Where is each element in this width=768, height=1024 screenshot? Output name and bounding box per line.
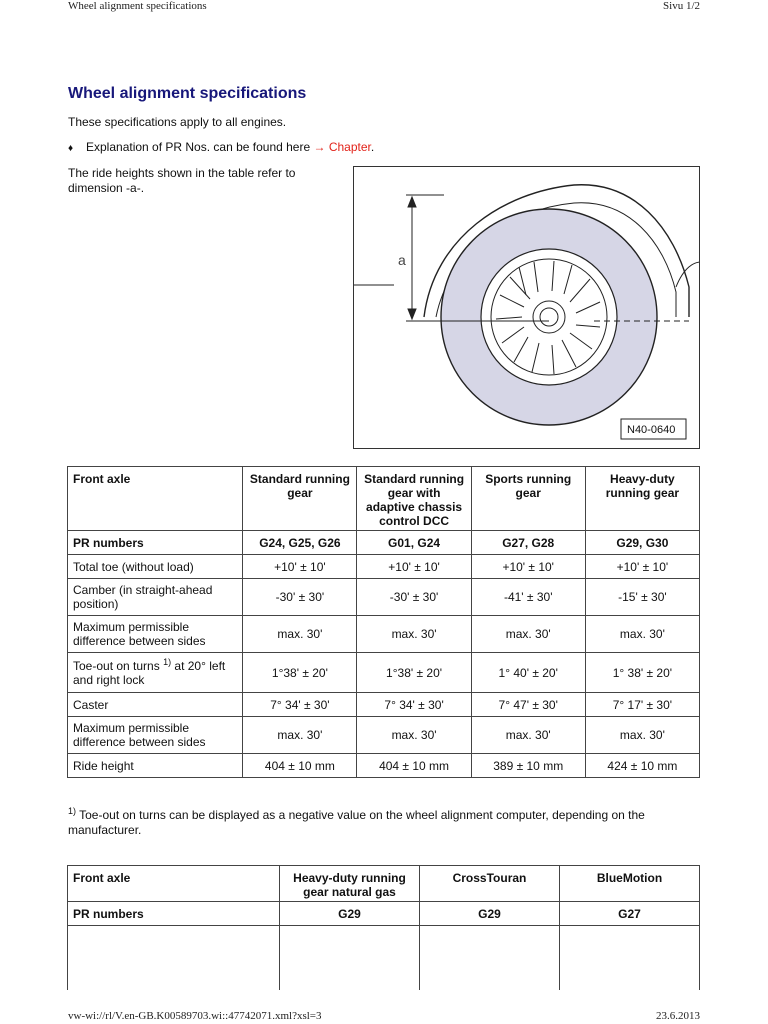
table-cell: G27, G28 [471, 531, 585, 555]
column-header-heavy-duty-natural-gas: Heavy-duty running gear natural gas [280, 866, 420, 902]
footnote-marker: 1) [68, 806, 77, 816]
table-cell: max. 30' [585, 616, 699, 653]
row-label: Total toe (without load) [68, 555, 243, 579]
table-cell: 1° 40' ± 20' [471, 653, 585, 693]
row-label: PR numbers [68, 531, 243, 555]
column-header-crosstouran: CrossTouran [420, 866, 560, 902]
table-cell: 424 ± 10 mm [585, 754, 699, 778]
pr-numbers-row [68, 531, 700, 555]
intro-text: These specifications apply to all engines. [68, 115, 287, 129]
column-header-bluemotion: BlueMotion [560, 866, 700, 902]
table-cell: G01, G24 [357, 531, 471, 555]
table-cell: max. 30' [357, 717, 471, 754]
table-cell: G29 [420, 902, 560, 926]
column-header-standard: Standard running gear [243, 467, 357, 531]
table-cell: 389 ± 10 mm [471, 754, 585, 778]
page-title: Wheel alignment specifications [68, 85, 307, 102]
front-axle-spec-table [67, 466, 700, 778]
figure-reference-code: N40-0640 [627, 424, 676, 436]
table-header-row [68, 866, 700, 902]
column-header-front-axle: Front axle [68, 467, 243, 531]
table-cell: -41' ± 30' [471, 579, 585, 616]
wheel-dimension-figure [353, 166, 700, 449]
row-label: Camber (in straight-ahead position) [68, 579, 243, 616]
table-cell: +10' ± 10' [243, 555, 357, 579]
table-cell: -30' ± 30' [357, 579, 471, 616]
row-label: Caster [68, 693, 243, 717]
chapter-link[interactable]: → Chapter [313, 140, 371, 154]
table-row [68, 579, 700, 616]
table-cell: max. 30' [357, 616, 471, 653]
column-header-heavy-duty: Heavy-duty running gear [585, 467, 699, 531]
table-row [68, 754, 700, 778]
pr-explanation-bullet [68, 140, 374, 156]
dimension-a-label: a [398, 252, 406, 268]
table-cell: max. 30' [585, 717, 699, 754]
table-cell: 1°38' ± 20' [357, 653, 471, 693]
table-cell: G27 [560, 902, 700, 926]
table-cell: 7° 47' ± 30' [471, 693, 585, 717]
row-label-part: at 20° left and right lock [73, 658, 226, 687]
table-header-row [68, 467, 700, 531]
table-cell: G24, G25, G26 [243, 531, 357, 555]
table-cell: 404 ± 10 mm [357, 754, 471, 778]
table-row [68, 717, 700, 754]
table-row [68, 693, 700, 717]
row-label: PR numbers [68, 902, 280, 926]
table-cell: G29, G30 [585, 531, 699, 555]
diamond-bullet-icon: ♦ [68, 143, 74, 154]
table-row-continued [68, 926, 700, 991]
table-cell: 7° 17' ± 30' [585, 693, 699, 717]
table-cell: max. 30' [471, 717, 585, 754]
table-cell: +10' ± 10' [585, 555, 699, 579]
footer-date: 23.6.2013 [656, 1010, 700, 1022]
row-label-part: Toe-out on turns [73, 658, 164, 673]
table-row [68, 555, 700, 579]
table-cell: +10' ± 10' [471, 555, 585, 579]
table-cell: max. 30' [471, 616, 585, 653]
footnote-marker: 1) [163, 656, 172, 667]
header-page-number: Sivu 1/2 [663, 0, 700, 12]
ride-height-note: The ride heights shown in the table refer to dimension -a-. [68, 166, 296, 195]
row-label: Maximum permissible difference between sides [68, 717, 243, 754]
footnote [68, 808, 698, 838]
table-cell: G29 [280, 902, 420, 926]
table-cell: 1° 38' ± 20' [585, 653, 699, 693]
table-cell: max. 30' [243, 616, 357, 653]
row-label: Maximum permissible difference between sides [68, 616, 243, 653]
table-cell: 7° 34' ± 30' [243, 693, 357, 717]
pr-numbers-row [68, 902, 700, 926]
row-label [68, 653, 243, 693]
table-cell: 7° 34' ± 30' [357, 693, 471, 717]
footer-url: vw-wi://rl/V.en-GB.K00589703.wi::47742071.xml?xsl=3 [68, 1010, 322, 1022]
header-document-title: Wheel alignment specifications [68, 0, 207, 12]
wheel-illustration [354, 167, 700, 449]
column-header-front-axle: Front axle [68, 866, 280, 902]
table-cell: -30' ± 30' [243, 579, 357, 616]
table-row [68, 616, 700, 653]
row-label: Ride height [68, 754, 243, 778]
front-axle-variant-table [67, 865, 700, 990]
bullet-end: . [370, 140, 375, 154]
column-header-standard-dcc: Standard running gear with adaptive chassis control DCC [357, 467, 471, 531]
column-header-sports: Sports running gear [471, 467, 585, 531]
table-cell: 404 ± 10 mm [243, 754, 357, 778]
table-cell: max. 30' [243, 717, 357, 754]
footnote-text: Toe-out on turns can be displayed as a negative value on the wheel alignment computer, depending on the manufacturer. [68, 808, 645, 837]
table-cell: 1°38' ± 20' [243, 653, 357, 693]
table-cell: +10' ± 10' [357, 555, 471, 579]
table-cell: -15' ± 30' [585, 579, 699, 616]
table-row [68, 653, 700, 693]
bullet-text: Explanation of PR Nos. can be found here [86, 140, 314, 154]
